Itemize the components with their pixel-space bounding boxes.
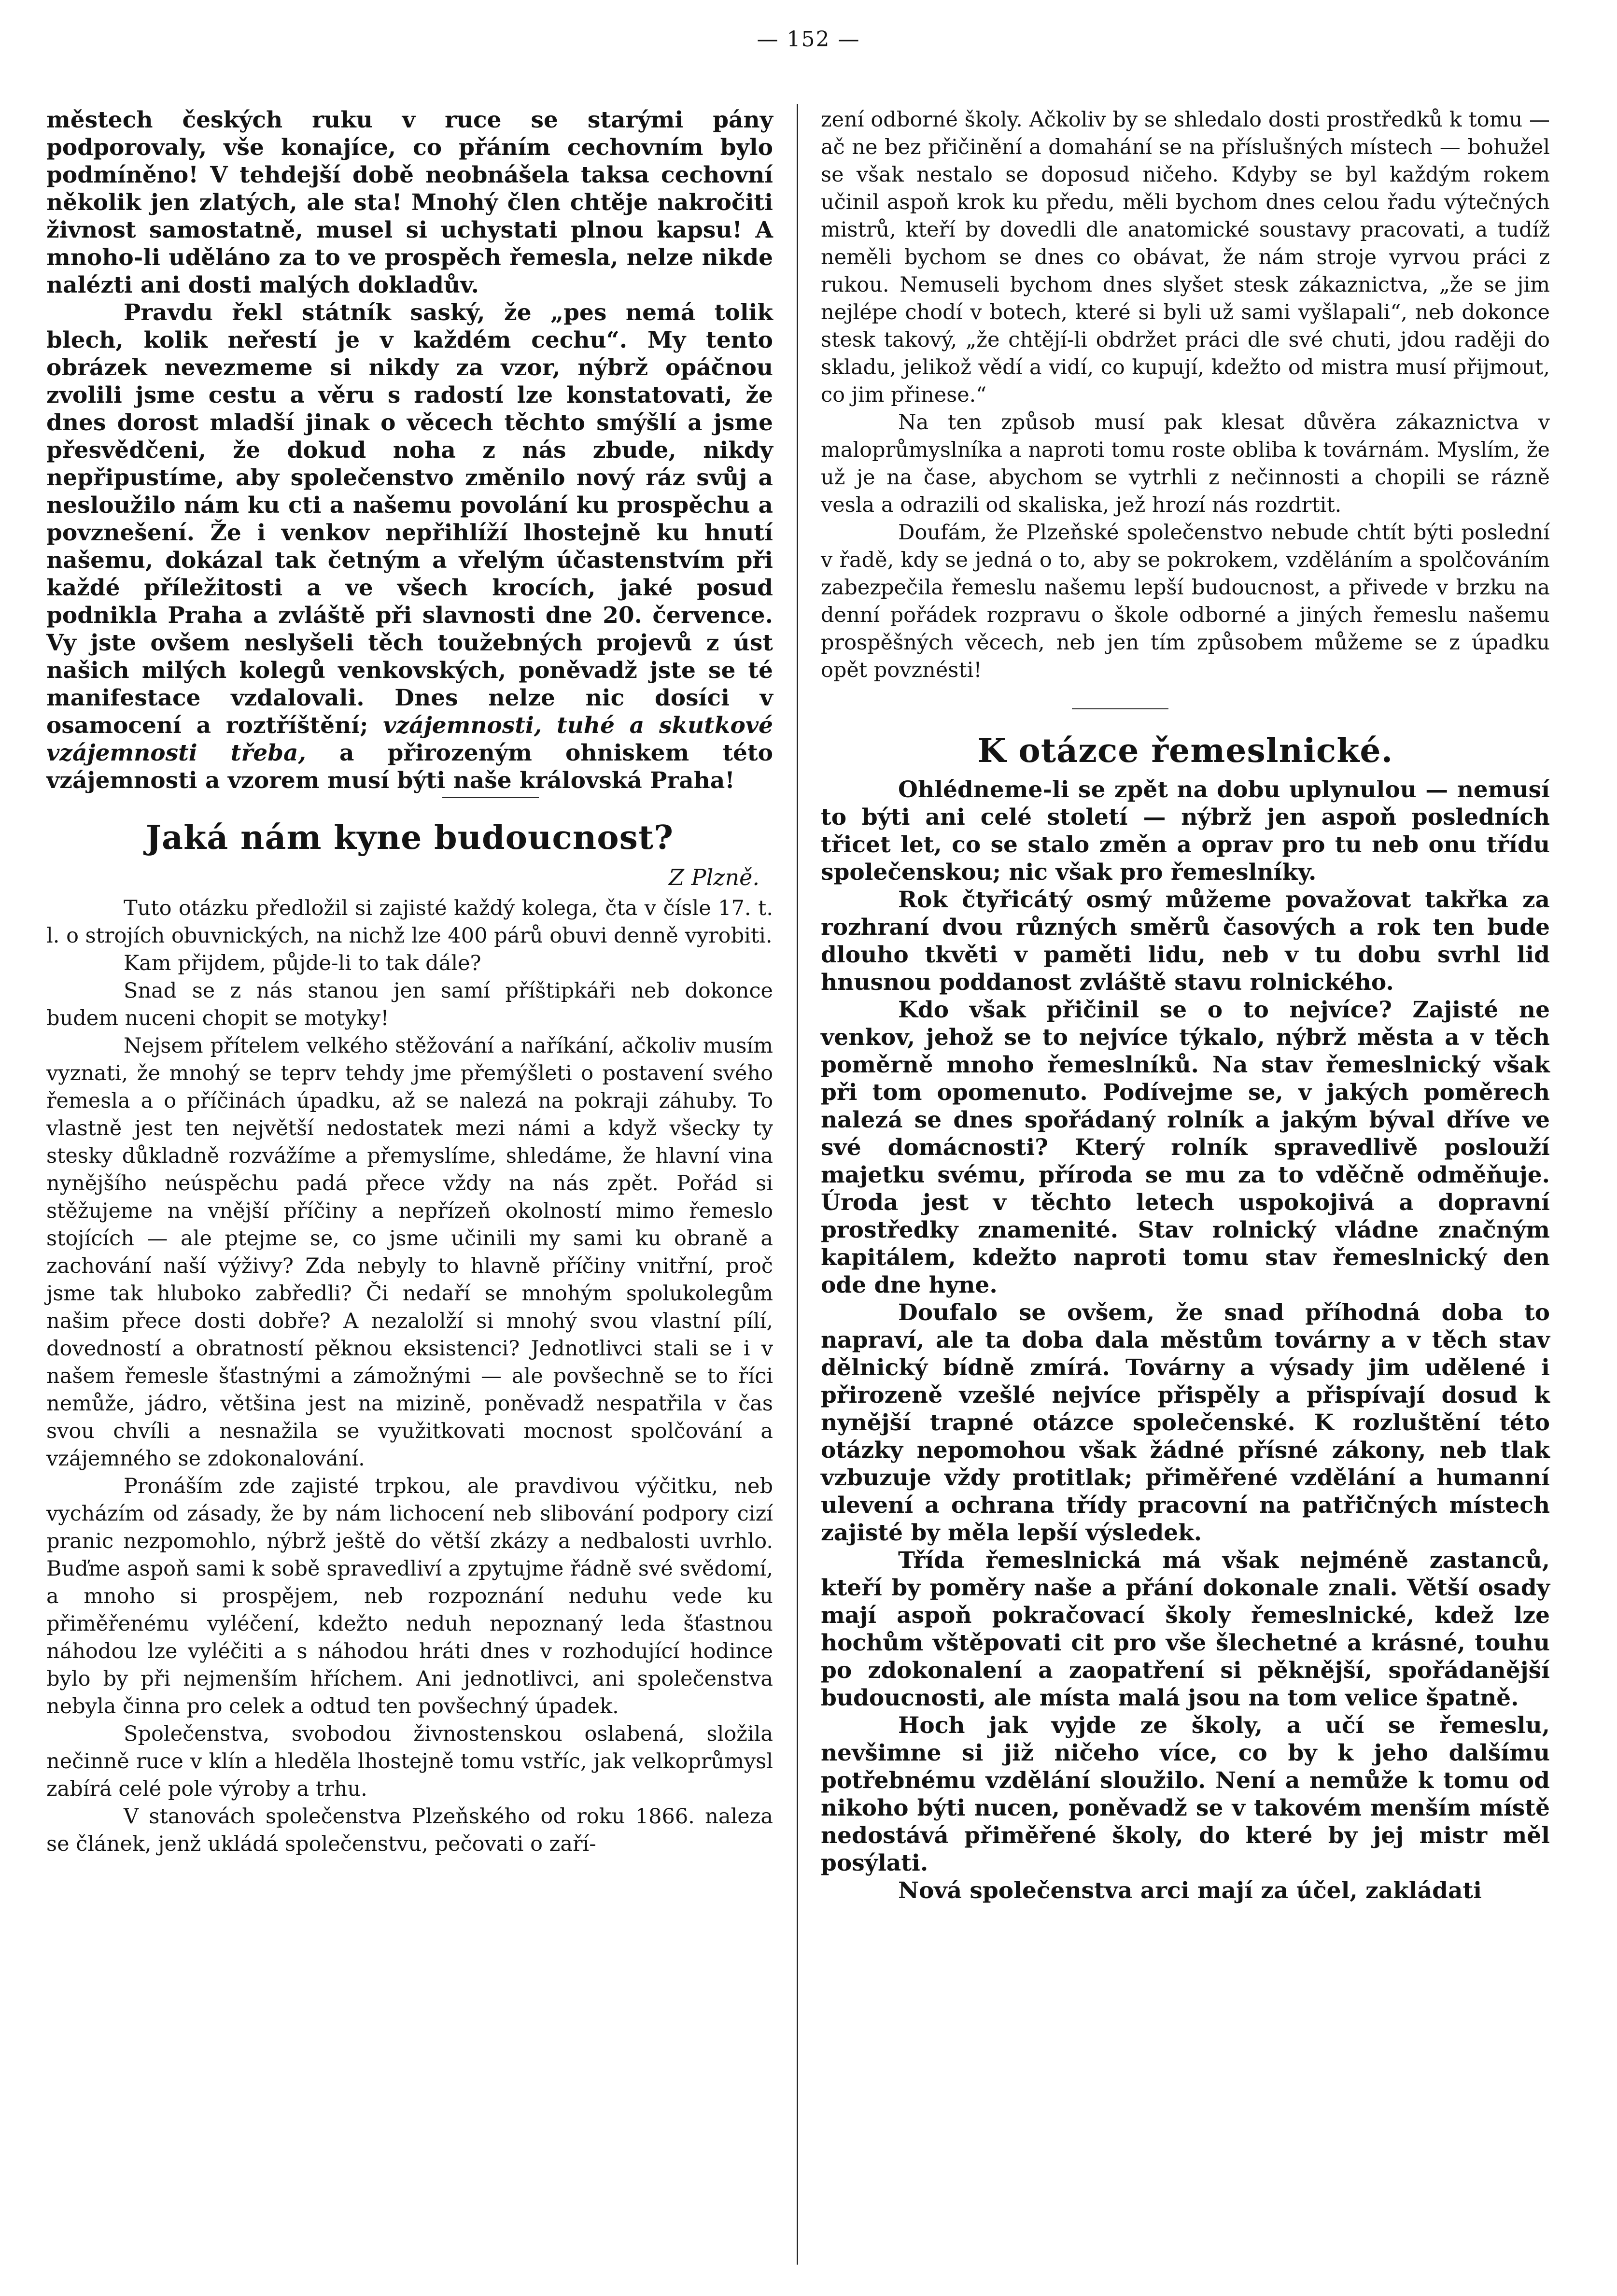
- left-column: [46, 106, 773, 1858]
- paragraph: Společenstva, svobodou živnostenskou oslabená, složila nečinně ruce v klín a hleděla lhostejně tomu vstříc, jak velkoprůmysl zabírá celé pole výroby a trhu.: [46, 1722, 773, 1801]
- paragraph: Nejsem přítelem velkého stěžování a naříkání, ačkoliv musím vyznati, že mnohý se teprv tehdy jme přemýšleti o postavení svého řemesla a o příčinách úpadku, až se nalezá na pokraji záhuby. To vlastně jest ten největší nedostatek mezi námi a když všecky ty stesky důkladně rozvážíme a přemyslíme, shledáme, že hlavní vina nynějšího neúspěchu padá přece vždy na nás zpět. Pořád si stěžujeme na vnější příčiny a nepřízeň okolností mimo řemeslo stojících — ale ptejme se, co jsme učinili my sami ku obraně a zachování naší výživy? Zda nebyly to hlavně příčiny vnitřní, proč jsme tak hluboko zabředli? Či nedaří se mnohým spolukolegům našim přece dosti dobře? A nezalolží si mnohý svou vlastní pílí, dovedností a obratností pěknou eksistenci? Jednotlivci stali se i v našem řemesle šťastnými a zámožnými — ale povšechně se to říci nemůže, jádro, většina jest na mizině, poněvadž nespatřila v čas svou chvíli a nesnažila se využitkovati mocnost spolčování a vzájemného se zdokonalování.: [46, 1034, 773, 1471]
- paragraph: Tuto otázku předložil si zajisté každý kolega, čta v čísle 17. t. l. o strojích obuvnických, na nichž lze 400 párů obuvi denně vyrobiti.: [46, 896, 773, 948]
- paragraph: Ohlédneme-li se zpět na dobu uplynulou — nemusí to býti ani celé století — nýbrž jen aspoň posledních třicet let, co se stalo změn a oprav pro tu neb onu třídu společenskou; nic však pro řemeslníky.: [821, 776, 1550, 886]
- article-title-remeslnicke: K otázce řemeslnické.: [977, 732, 1393, 770]
- paragraph: Pronáším zde zajisté trpkou, ale pravdivou výčitku, neb vycházím od zásady, že by nám lichocení neb slibování podpory cizí pranic nezpomohlo, nýbrž ještě do větší zkázy a nedbalosti uvrhlo. Buďme aspoň sami k sobě spravedliví a zpytujme řádně své svědomí, a mnoho si prospějem, neb rozpoznání neduhu vede ku přiměřenému vyléčení, kdežto neduh nepoznaný leda šťastnou náhodou lze vyléčiti a s náhodou hráti dnes v rozhodující hodince bylo by při nejmenším hříchem. Ani jednotlivci, ani společenstva nebyla činna pro celek a odtud ten povšechný úpadek.: [46, 1474, 773, 1718]
- article-title-budoucnost: Jaká nám kyne budoucnost?: [145, 818, 674, 857]
- intro-paragraph-1: městech českých ruku v ruce se starými pány podporovaly, vše konajíce, co přáním cechovním bylo podmíněno! V tehdejší době neobnášela taksa cechovní několik jen zlatých, ale sta! Mnohý člen chtěje nakročiti živnost samostatně, musel si uchystati plnou kapsu! A mnoho-li uděláno za to ve prospěch řemesla, nelze nikde nalézti ani dosti malých dokladův.: [46, 107, 773, 298]
- paragraph: Rok čtyřicátý osmý můžeme považovat takřka za rozhraní dvou různých směrů časových a rok ten bude dlouho tkvěti v paměti lidu, neb v tu dobu svrhl lid hnusnou poddanost zvláště stavu rolnického.: [821, 887, 1550, 996]
- paragraph: Třída řemeslnická má však nejméně zastanců, kteří by poměry naše a přání dokonale znali. Větší osady mají aspoň pokračovací školy řemeslnické, kdež lze hochům vštěpovati cit pro vše šlechetné a krásné, touhu po zdokonalení a zaopatření si pěknější, spořádanější budoucnosti, ale místa malá jsou na tom velice špatně.: [821, 1547, 1550, 1711]
- intro-emphasis: vzájemnosti, tuhé a skutkové vzájemnosti třeba,: [46, 712, 773, 766]
- paragraph: Hoch jak vyjde ze školy, a učí se řemeslu, nevšimne si již ničeho více, co by k jeho dalšímu potřebnému vzdělání sloužilo. Není a nemůže k tomu od nikoho býti nucen, poněvadž se v takovém menším místě nedostává přiměřené školy, do které by jej mistr měl posýlati.: [821, 1712, 1550, 1876]
- article-byline: Z Plzně.: [669, 864, 759, 890]
- continuation-paragraph: Doufám, že Plzeňské společenstvo nebude chtít býti poslední v řadě, kdy se jedná o to, aby se pokrokem, vzděláním a spolčováním zabezpečila řemeslu našemu lepší budoucnost, a přivede v brzku na denní pořádek rozpravu o škole odborné a jiných řemeslu našemu prospěšných věcech, neb jen tím způsobem můžeme se z úpadku opět povznésti!: [821, 521, 1550, 682]
- paragraph: Snad se z nás stanou jen samí příštipkáři neb dokonce budem nuceni chopit se motyky!: [46, 979, 773, 1030]
- paragraph: Kdo však přičinil se o to nejvíce? Zajisté ne venkov, jehož se to nejvíce týkalo, nýbrž města a v těch poměrně mnoho řemeslníků. Na stav řemeslnický však při tom opomenuto. Podívejme se, v jakých poměrech nalezá se dnes spořádaný rolník a jakým býval dříve ve své domácnosti? Který rolník spravedlivě poslouží majetku svému, příroda se mu za to vděčně odměňuje. Úroda jest v těchto letech uspokojivá a dopravní prostředky znamenité. Stav rolnický vládne značným kapitálem, kdežto naproti tomu stav řemeslnický den ode dne hyne.: [821, 997, 1550, 1298]
- intro-paragraph-2: [46, 299, 773, 794]
- separator-rule: [1072, 708, 1168, 709]
- paragraph: Kam přijdem, půjde-li to tak dále?: [124, 951, 481, 975]
- continuation-paragraph: zení odborné školy. Ačkoliv by se shledalo dosti prostředků k tomu — ač ne bez přičinění a domahání se na příslušných místech — bohužel se však nestalo se doposud ničeho. Kdyby se byl každým rokem učinil aspoň krok ku předu, měli bychom dnes celou řadu výtečných mistrů, kteří by dovedli dle anatomické soustavy pracovati, a tudíž neměli bychom se dnes co obávat, že nám stroje vyrvou práci z rukou. Nemuseli bychom dnes slyšet stesk zákaznictva, „že se jim nejlépe chodí v botech, které si byli už sami vyšlapali“, neb dokonce stesk takový, „že chtějí-li obdržet práci dle své chuti, jdou raději do skladu, jelikož vědí a vidí, co kupují, kdežto od mistra musí přijmout, co jim přinese.“: [821, 108, 1550, 407]
- paragraph: Nová společenstva arci mají za účel, zakládati: [898, 1877, 1482, 1904]
- page-number: — 152 —: [757, 27, 860, 52]
- separator-rule: [442, 797, 539, 798]
- intro-paragraph-2-end: a přirozeným ohniskem této vzájemnosti a vzorem musí býti naše královská Praha!: [46, 740, 773, 794]
- right-column: [821, 106, 1550, 1904]
- paragraph: Doufalo se ovšem, že snad příhodná doba to napraví, ale ta doba dala městům továrny a v těch stav dělnický bídně zmírá. Továrny a výsady jim udělené i přirozeně vzešlé nejvíce přispěly a přispívají dosud k nynější trapné otázce společenské. K rozluštění této otázky nepomohou však žádné přísné zákony, neb tlak vzbuzuje vždy protitlak; přiměřené vzdělání a humanní ulevení a ochrana třídy pracovní na patřičných místech zajisté by měla lepší výsledek.: [821, 1299, 1550, 1546]
- continuation-paragraph: Na ten způsob musí pak klesat důvěra zákaznictva v maloprůmyslníka a naproti tomu roste obliba k továrnám. Myslím, že už je na čase, abychom se vytrhli z nečinnosti a chopili se rázně vesla a odrazili od skaliska, jež hrozí nás rozdrtit.: [821, 410, 1550, 517]
- column-divider: [797, 104, 798, 2265]
- paragraph: V stanovách společenstva Plzeňského od roku 1866. naleza se článek, jenž ukládá společenstvu, pečovati o zaří-: [46, 1804, 773, 1856]
- intro-paragraph-2-text: Pravdu řekl státník saský, že „pes nemá tolik blech, kolik neřestí je v každém cechu“. My tento obrázek nevezmeme si nikdy za vzor, nýbrž opáčnou zvolili jsme cestu a věru s radostí lze konstatovati, že dnes dorost mladší jinak o věcech těchto smýšlí a jsme přesvědčeni, že dokud noha z nás zbude, nikdy nepřipustíme, aby společenstvo změnilo nový ráz svůj a nesloužilo nám ku cti a našemu povolání ku prospěchu a povznešení. Že i venkov nepřihlíží lhostejně ku hnutí našemu, dokázal tak četným a vřelým účastenstvím při každé příležitosti a ve všech krocích, jaké posud podnikla Praha a zvláště při slavnosti dne 20. července. Vy jste ovšem neslyšeli těch toužebných projevů z úst našich milých kolegů venkovských, poněvadž jste se té manifestace vzdalovali. Dnes nelze nic dosíci v osamocení a roztříštění;: [46, 299, 773, 739]
